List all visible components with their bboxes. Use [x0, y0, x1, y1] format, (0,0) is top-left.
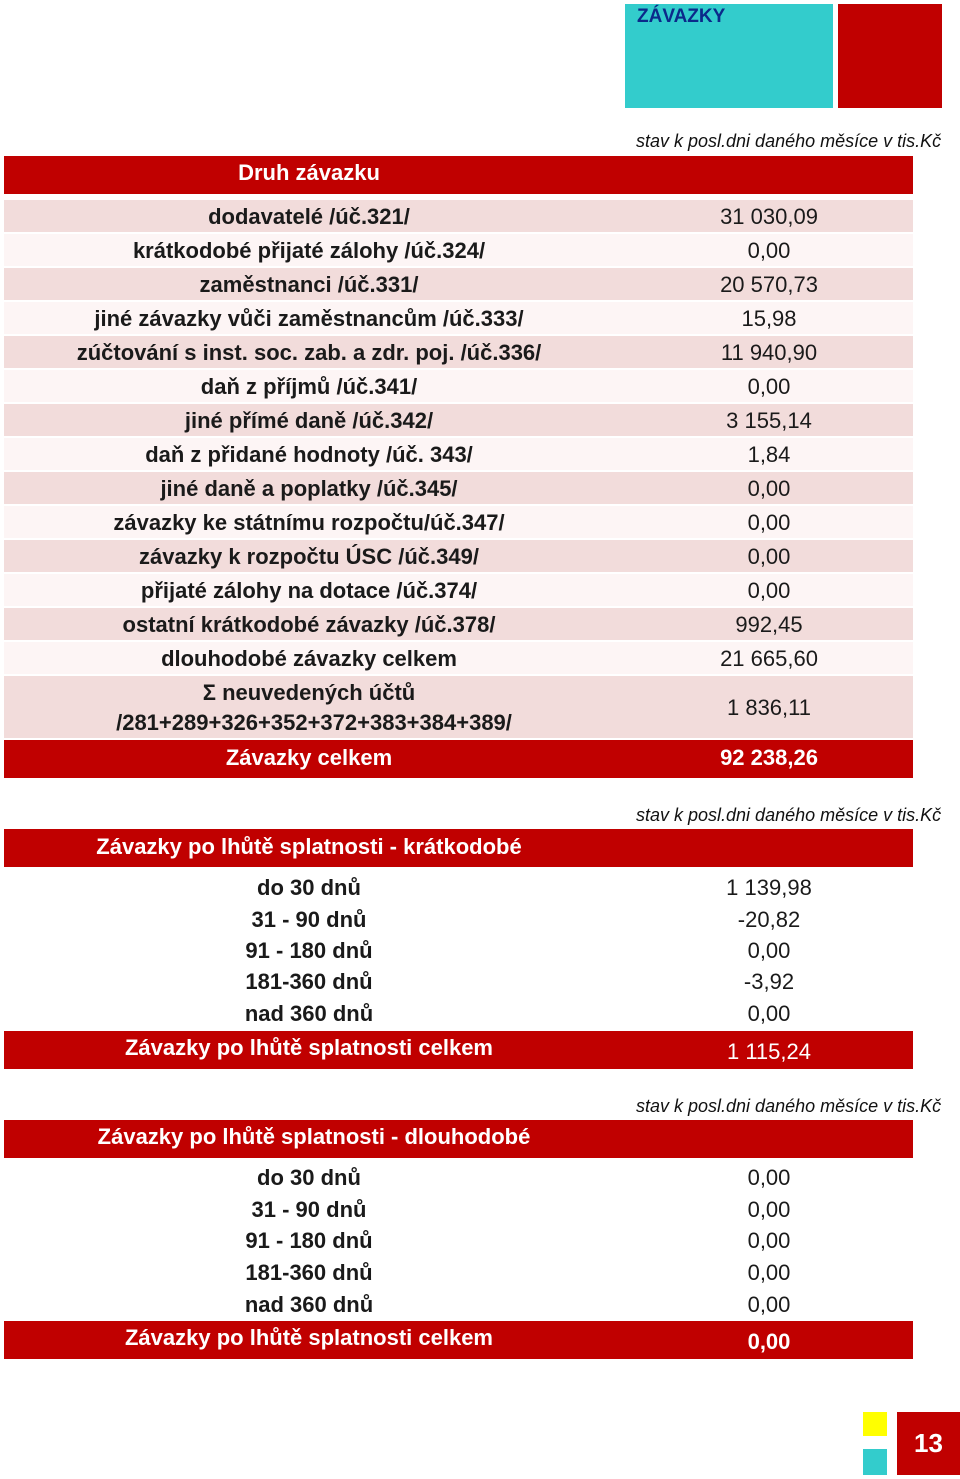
row-value: 0,00 — [747, 1228, 791, 1253]
row-value: -20,82 — [737, 907, 801, 932]
section3-title: Závazky po lhůtě splatnosti - dlouhodobé — [97, 1124, 531, 1149]
row-label: do 30 dnů — [257, 1165, 361, 1190]
total-value: 92 238,26 — [720, 745, 818, 770]
section1-header — [4, 156, 913, 194]
row-value: 21 665,60 — [720, 646, 818, 671]
row-value: -3,92 — [743, 969, 795, 994]
row-value: 11 940,90 — [720, 340, 818, 365]
row-label: daň z přidané hodnoty /úč. 343/ — [145, 442, 473, 467]
total-value: 1 115,24 — [726, 1039, 811, 1064]
table-row — [4, 472, 913, 504]
sum-row — [4, 676, 913, 738]
unit-note: stav k posl.dni daného měsíce v tis.Kč — [636, 1096, 942, 1116]
section2-title: Závazky po lhůtě splatnosti - krátkodobé — [96, 834, 522, 859]
row-label: jiné daně a poplatky /úč.345/ — [160, 476, 458, 501]
row-label: 181-360 dnů — [245, 1260, 373, 1285]
row-label: krátkodobé přijaté zálohy /úč.324/ — [132, 238, 486, 263]
row-value: 0,00 — [747, 938, 791, 963]
table-row — [4, 506, 913, 538]
table-row — [4, 574, 913, 606]
row-label: 31 - 90 dnů — [251, 907, 367, 932]
table-row — [4, 370, 913, 402]
row-label: nad 360 dnů — [244, 1001, 374, 1026]
section2-header — [4, 829, 913, 867]
row-value: 992,45 — [735, 612, 803, 637]
table-row — [4, 936, 913, 968]
table-row — [4, 200, 913, 232]
total-label: Závazky celkem — [225, 745, 393, 770]
table-row — [4, 1226, 913, 1258]
cyan-accent-square — [863, 1449, 887, 1475]
unit-note: stav k posl.dni daného měsíce v tis.Kč — [636, 131, 942, 151]
table-row — [4, 1163, 913, 1195]
row-label: zaměstnanci /úč.331/ — [199, 272, 419, 297]
row-value: 0,00 — [747, 238, 791, 263]
total-row — [4, 1321, 913, 1359]
row-label: ostatní krátkodobé závazky /úč.378/ — [122, 612, 496, 637]
row-label: jiné závazky vůči zaměstnancům /úč.333/ — [94, 306, 524, 331]
row-value: 0,00 — [747, 544, 791, 569]
yellow-accent-square — [863, 1412, 887, 1436]
table-row — [4, 268, 913, 300]
sum-row-label-line2: /281+289+326+352+372+383+384+389/ — [116, 710, 512, 735]
table-row — [4, 608, 913, 640]
row-label: 91 - 180 dnů — [245, 938, 373, 963]
table-row — [4, 1290, 913, 1322]
table-row — [4, 336, 913, 368]
row-label: dlouhodobé závazky celkem — [161, 646, 457, 671]
section3-header — [4, 1120, 913, 1158]
row-value: 15,98 — [741, 306, 797, 331]
table-row — [4, 873, 913, 905]
row-value: 0,00 — [747, 476, 791, 501]
row-value: 0,00 — [747, 1197, 791, 1222]
table-row — [4, 540, 913, 572]
row-label: 91 - 180 dnů — [245, 1228, 373, 1253]
row-label: nad 360 dnů — [244, 1292, 374, 1317]
row-value: 0,00 — [747, 510, 791, 535]
row-value: 1,84 — [747, 442, 791, 467]
row-label: závazky ke státnímu rozpočtu/úč.347/ — [113, 510, 505, 535]
row-label: dodavatelé /úč.321/ — [208, 204, 410, 229]
table-row — [4, 642, 913, 674]
table-row — [4, 438, 913, 470]
total-label: Závazky po lhůtě splatnosti celkem — [124, 1325, 493, 1350]
row-label: 181-360 dnů — [245, 969, 373, 994]
table-row — [4, 302, 913, 334]
page-number: 13 — [897, 1412, 960, 1475]
unit-note: stav k posl.dni daného měsíce v tis.Kč — [636, 805, 942, 825]
section-tag-label: ZÁVAZKY — [637, 6, 726, 27]
section1-title: Druh závazku — [238, 160, 380, 185]
table-row — [4, 999, 913, 1031]
row-label: do 30 dnů — [257, 875, 361, 900]
row-label: 31 - 90 dnů — [251, 1197, 367, 1222]
table-row — [4, 1258, 913, 1290]
row-label: daň z příjmů /úč.341/ — [200, 374, 418, 399]
row-value: 20 570,73 — [720, 272, 818, 297]
row-label: závazky k rozpočtu ÚSC /úč.349/ — [139, 544, 479, 569]
row-value: 0,00 — [747, 1165, 791, 1190]
sum-row-value: 1 836,11 — [726, 695, 811, 720]
table-row — [4, 404, 913, 436]
sum-row-label-line1: Σ neuvedených účtů — [202, 680, 416, 705]
row-value: 0,00 — [747, 578, 791, 603]
table-row — [4, 905, 913, 937]
row-value: 0,00 — [747, 1001, 791, 1026]
row-value: 31 030,09 — [720, 204, 818, 229]
row-label: zúčtování s inst. soc. zab. a zdr. poj. /úč.336/ — [76, 340, 542, 365]
total-row — [4, 740, 913, 778]
table-row — [4, 1195, 913, 1227]
row-value: 0,00 — [747, 1292, 791, 1317]
red-accent-box — [838, 4, 942, 108]
row-value: 1 139,98 — [726, 875, 812, 900]
row-label: jiné přímé daně /úč.342/ — [184, 408, 434, 433]
total-value: 0,00 — [747, 1329, 791, 1354]
table-row — [4, 234, 913, 266]
row-value: 0,00 — [747, 374, 791, 399]
total-row — [4, 1031, 913, 1069]
row-value: 0,00 — [747, 1260, 791, 1285]
row-value: 3 155,14 — [726, 408, 812, 433]
row-label: přijaté zálohy na dotace /úč.374/ — [140, 578, 478, 603]
table-row — [4, 967, 913, 999]
total-label: Závazky po lhůtě splatnosti celkem — [124, 1035, 493, 1060]
